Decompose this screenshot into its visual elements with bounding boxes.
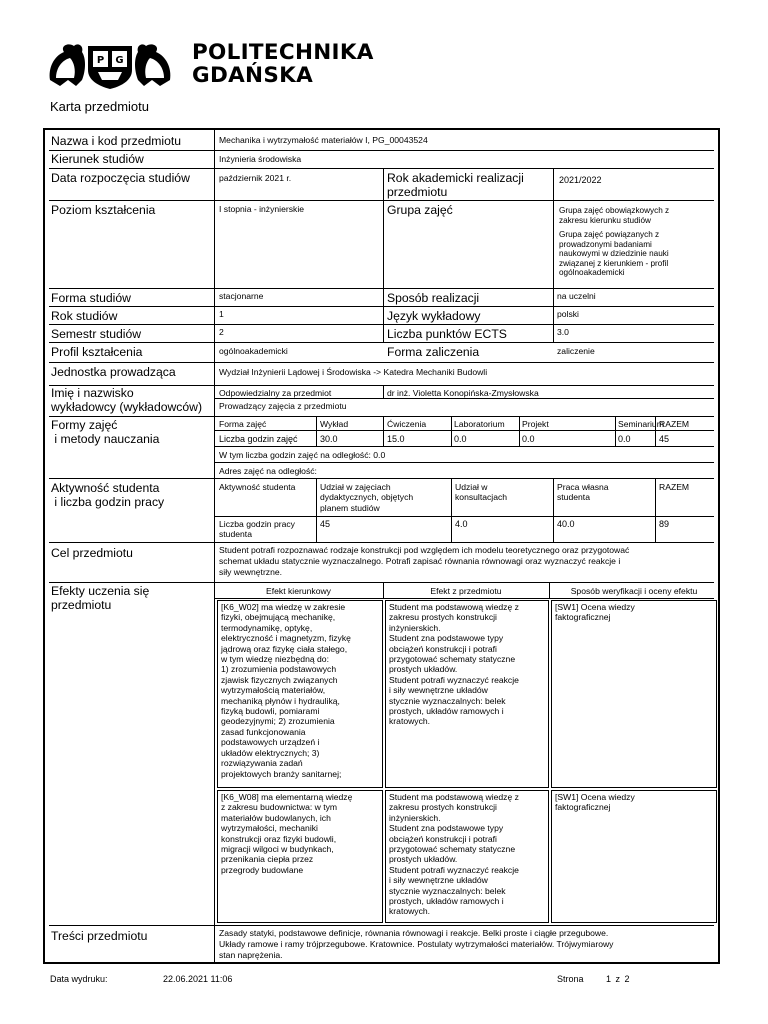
text-line: prostych, układów ramowych i (389, 896, 504, 907)
value-grupa-1 (559, 206, 669, 225)
text-line: Student ma podstawową wiedzę z (389, 792, 519, 802)
label-aktywnosc-line2: i liczba godzin pracy (51, 495, 165, 509)
label-wykladowca (51, 386, 202, 414)
label-formy-zajec-line1: Formy zajęć (51, 418, 118, 432)
label-prowadzacy: Prowadzący zajęcia z przedmiotu (219, 401, 347, 411)
label-rok-akademicki (387, 171, 524, 199)
text-line: geodezyjnymi; 2) zrozumienia (221, 716, 335, 727)
value-laboratorium: 0.0 (454, 434, 467, 444)
header-udzial-zajecia (320, 482, 413, 513)
cell-divider (214, 462, 714, 463)
label-ects: Liczba punktów ECTS (387, 327, 507, 341)
text-line: przenikania ciepła przez (221, 854, 314, 865)
text-line: planem studiów (320, 502, 380, 513)
text-line: ogólnoakademicki (559, 268, 625, 278)
effect-weryfikacja-1 (555, 602, 635, 623)
label-aktywnosc-line1: Aktywność studenta (51, 481, 160, 495)
logo-wordmark (192, 41, 374, 87)
text-line: 1) zrozumienia podstawowych (221, 664, 337, 675)
footer-print-label: Data wydruku: (50, 974, 108, 984)
text-line: Student ma podstawową wiedzę z (389, 602, 519, 612)
text-line: Grupa zajęć powiązanych z (559, 230, 660, 239)
text-line: i siły wewnętrzne układów (389, 685, 488, 696)
header-aktywnosc-razem: RAZEM (659, 482, 690, 492)
value-tresci (219, 928, 613, 960)
text-line: stycznie wyznaczalnych: belek (389, 695, 506, 706)
cell-divider (214, 516, 714, 517)
label-profil: Profil kształcenia (51, 345, 143, 359)
label-efekty-line2: przedmiotu (51, 598, 112, 612)
text-line: podstawowych urządzeń i (221, 737, 320, 748)
text-line: studenta (219, 529, 252, 540)
text-line: Student potrafi rozpoznawać rodzaje konstrukcji pod względem ich modelu teoretycznego oraz przygotować (219, 545, 630, 555)
footer-page-label: Strona (557, 974, 584, 984)
value-seminarium: 0.0 (618, 434, 631, 444)
row-divider (49, 582, 714, 583)
cell-divider (214, 430, 714, 431)
footer-print-date: 22.06.2021 11:06 (163, 974, 233, 984)
cell-divider (214, 446, 714, 447)
text-line: rozwiązywania zadań (221, 758, 303, 769)
label-data-rozpoczecia: Data rozpoczęcia studiów (51, 171, 190, 185)
value-zajecia: 45 (320, 519, 331, 529)
cell-divider (519, 416, 520, 446)
label-odpowiedzialny: Odpowiedzialny za przedmiot (219, 388, 332, 398)
svg-text:P: P (96, 55, 105, 66)
text-line: faktograficznej (555, 612, 611, 623)
text-line: obciążeń konstrukcji i potrafi (389, 643, 497, 654)
column-divider (553, 168, 554, 342)
header-forma-zajec: Forma zajęć (219, 419, 267, 429)
text-line: zjawisk fizycznych związanych (221, 674, 338, 685)
text-line: Udział w zajęciach (320, 482, 391, 492)
text-line: fizyką budowli, pomiarami (221, 706, 320, 717)
label-wykladowca-line1: Imię i nazwisko (51, 386, 134, 400)
effect-box (551, 600, 717, 788)
label-efekty-line1: Efekty uczenia się (51, 584, 150, 598)
text-line: prowadzonymi badaniami (559, 239, 652, 249)
value-ects: 3.0 (557, 327, 569, 337)
label-forma-studiow: Forma studiów (51, 291, 131, 305)
value-odleglosc: W tym liczba godzin zajęć na odległość: 0.0 (219, 450, 386, 460)
value-nazwa: Mechanika i wytrzymałość materiałów I, PG_00043524 (219, 135, 428, 145)
cell-divider (316, 478, 317, 542)
text-line: przygotować schematy statyczne (389, 654, 516, 665)
text-line: elektryczność i magnetyzm, fizykę (221, 633, 351, 644)
value-aktywnosc-razem: 89 (659, 519, 670, 529)
text-line: schemat układu statycznie wyznaczalnego. Potrafi zapisać równania równowagi oraz wyznaczyć reakcje i (219, 555, 621, 566)
text-line: Student zna podstawowe typy (389, 633, 504, 644)
effect-weryfikacja-2 (555, 792, 635, 813)
label-formy-zajec (51, 418, 159, 446)
text-line: mechaniką płynów i hydrauliką, (221, 695, 340, 706)
column-divider (214, 130, 215, 962)
label-sposob-realizacji: Sposób realizacji (387, 291, 480, 305)
text-line: Grupa zajęć obowiązkowych z (559, 206, 670, 215)
value-adres-odleglosc: Adres zajęć na odległość: (219, 466, 317, 476)
label-jednostka: Jednostka prowadząca (51, 365, 176, 379)
label-tresci: Treści przedmiotu (51, 929, 148, 943)
text-line: Student potrafi wyznaczyć reakcje (389, 674, 519, 685)
text-line: wytrzymałością materiałów, (221, 685, 326, 696)
text-line: fizyki, obejmującą mechanikę, (221, 612, 336, 623)
value-grupa-2 (559, 230, 669, 278)
text-line: naukowymi w dziedzinie nauki (559, 249, 669, 259)
header-efekt-kierunkowy: Efekt kierunkowy (266, 586, 331, 596)
text-line: obciążeń konstrukcji i potrafi (389, 833, 497, 844)
row-divider (49, 925, 714, 926)
svg-text:G: G (115, 55, 124, 66)
cell-divider (383, 385, 384, 398)
label-rok-studiow: Rok studiów (51, 309, 118, 323)
header-aktywnosc: Aktywność studenta (219, 482, 296, 492)
text-line: studenta (557, 492, 590, 503)
text-line: Układy ramowe i ramy trójprzegubowe. Kratownice. Postulaty wytrzymałości materiałów. Trójwymiarowy (219, 938, 614, 949)
cell-divider (451, 478, 452, 542)
text-line: zakresu prostych konstrukcji (389, 612, 497, 623)
text-line: siły wewnętrzne. (219, 566, 283, 577)
value-kierunek: Inżynieria środowiska (219, 154, 302, 164)
text-line: z zakresu budownictwa: w tym (221, 802, 338, 813)
text-line: Zasady statyki, podstawowe definicje, równania równowagi i reakcje. Belki proste i ciągłe przegubowe. (219, 928, 609, 938)
label-rok-akademicki-line1: Rok akademicki realizacji (387, 171, 524, 185)
value-konsultacje: 4.0 (455, 519, 468, 529)
text-line: stan naprężenia. (219, 949, 283, 960)
header-laboratorium: Laboratorium (454, 419, 505, 429)
cell-divider (553, 478, 554, 542)
effect-kierunkowy-1 (221, 602, 351, 779)
header-efekt-przedmiotu: Efekt z przedmiotu (430, 586, 502, 596)
text-line: prostych układów. (389, 854, 458, 865)
text-line: Udział w (455, 482, 488, 492)
row-divider (49, 342, 714, 343)
row-label-liczba-godzin: Liczba godzin zajęć (219, 434, 298, 444)
text-line: przygotować schematy statyczne (389, 844, 516, 855)
logo-line2: GDAŃSKA (192, 63, 314, 88)
value-wyklad: 30.0 (320, 434, 338, 444)
value-razem: 45 (659, 434, 670, 444)
effect-przedmiot-1 (389, 602, 519, 727)
document-title: Karta przedmiotu (50, 99, 149, 114)
header-konsultacje (455, 482, 507, 503)
text-line: Liczba godzin pracy (219, 519, 295, 529)
text-line: kratowych. (389, 716, 431, 727)
row-divider (49, 362, 714, 363)
text-line: konsultacjach (455, 492, 508, 503)
value-data-rozpoczecia: październik 2021 r. (219, 173, 292, 183)
text-line: Student potrafi wyznaczyć reakcje (389, 864, 519, 875)
label-semestr: Semestr studiów (51, 327, 142, 341)
value-jezyk: polski (557, 309, 579, 319)
text-line: dydaktycznych, objętych (320, 492, 414, 503)
row-divider (49, 288, 714, 289)
label-wykladowca-line2: wykładowcy (wykładowców) (51, 400, 203, 414)
value-profil: ogólnoakademicki (219, 346, 288, 356)
text-line: projektowych branży sanitarnej; (221, 768, 342, 779)
text-line: jądrową oraz fizykę ciała stałego, (221, 643, 348, 654)
logo-line1: POLITECHNIKA (192, 40, 374, 65)
value-forma-studiow: stacjonarne (219, 291, 264, 301)
value-jednostka: Wydział Inżynierii Lądowej i Środowiska -> Katedra Mechaniki Budowli (219, 367, 488, 377)
text-line: materiałów budowlanych, ich (221, 812, 331, 823)
text-line: stycznie wyznaczalnych: belek (389, 885, 506, 896)
value-praca-wlasna: 40.0 (557, 519, 575, 529)
cell-divider (615, 416, 616, 446)
row-divider (49, 306, 714, 307)
text-line: kratowych. (389, 906, 431, 917)
label-cel: Cel przedmiotu (51, 546, 133, 560)
value-forma-zaliczenia: zaliczenie (557, 346, 595, 356)
text-line: inżynierskich. (389, 622, 441, 633)
text-line: w tym wiedzę niezbędną do: (221, 654, 329, 665)
cell-divider (655, 478, 656, 542)
label-grupa: Grupa zajęć (387, 203, 453, 217)
text-line: prostych układów. (389, 664, 458, 675)
row-divider (49, 200, 714, 201)
label-forma-zaliczenia: Forma zaliczenia (387, 345, 480, 359)
text-line: zakresu prostych konstrukcji (389, 802, 497, 813)
text-line: [K6_W08] ma elementarną wiedzę (221, 792, 353, 802)
row-divider (49, 478, 714, 479)
header-razem: RAZEM (659, 419, 690, 429)
label-nazwa: Nazwa i kod przedmiotu (51, 134, 182, 148)
header-cwiczenia: Ćwiczenia (387, 419, 427, 429)
text-line: przegrody budowlane (221, 864, 304, 875)
label-rok-akademicki-line2: przedmiotu (387, 185, 448, 199)
header-projekt: Projekt (522, 419, 549, 429)
text-line: zasad funkcjonowania (221, 726, 306, 737)
value-sposob-realizacji: na uczelni (557, 291, 596, 301)
effect-przedmiot-2 (389, 792, 519, 917)
text-line: migracji wilgoci w budynkach, (221, 844, 334, 855)
header-seminarium: Seminarium (618, 419, 664, 429)
value-semestr: 2 (219, 327, 224, 337)
text-line: i siły wewnętrzne układów (389, 875, 488, 886)
value-cel (219, 545, 629, 577)
label-poziom: Poziom kształcenia (51, 203, 156, 217)
column-divider (383, 168, 384, 342)
label-formy-zajec-line2: i metody nauczania (51, 432, 160, 446)
griffin-crest-icon (46, 40, 174, 90)
text-line: termodynamikę, optykę, (221, 622, 313, 633)
text-line: faktograficznej (555, 802, 611, 813)
text-line: inżynierskich. (389, 812, 441, 823)
header-sposob-weryfikacji: Sposób weryfikacji i oceny efektu (570, 586, 698, 596)
text-line: układów elektrycznych; 3) (221, 747, 320, 758)
value-projekt: 0.0 (522, 434, 535, 444)
row-divider (49, 168, 714, 169)
cell-divider (316, 416, 317, 446)
label-efekty (51, 584, 149, 612)
course-card-table (43, 128, 720, 964)
text-line: konstrukcji oraz fizyki budowli, (221, 833, 337, 844)
text-line: prostych, układów ramowych i (389, 706, 504, 717)
cell-divider (451, 416, 452, 446)
label-aktywnosc (51, 481, 164, 509)
cell-divider (383, 416, 384, 446)
value-cwiczenia: 15.0 (387, 434, 405, 444)
text-line: [K6_W02] ma wiedzę w zakresie (221, 602, 346, 612)
label-jezyk: Język wykładowy (387, 309, 481, 323)
footer-page-number: 1 z 2 (606, 974, 630, 984)
value-poziom: I stopnia - inżynierskie (219, 204, 305, 214)
value-rok-akademicki: 2021/2022 (559, 175, 602, 185)
effect-kierunkowy-2 (221, 792, 352, 875)
header-wyklad: Wykład (320, 419, 349, 429)
text-line: związanej z kierunkiem - profil (559, 258, 669, 268)
text-line: wytrzymałości, mechaniki (221, 823, 318, 834)
header-praca-wlasna (557, 482, 609, 503)
university-logo (46, 40, 526, 95)
text-line: Praca własna (557, 482, 609, 492)
row-divider (49, 542, 714, 543)
row-divider (49, 324, 714, 325)
value-odpowiedzialny: dr inż. Violetta Konopińska-Zmysłowska (387, 388, 539, 398)
cell-divider (214, 598, 714, 599)
text-line: zakresu kierunku studiów (559, 215, 651, 225)
value-rok-studiow: 1 (219, 309, 224, 319)
label-kierunek: Kierunek studiów (51, 152, 144, 166)
text-line: [SW1] Ocena wiedzy (555, 792, 635, 802)
text-line: [SW1] Ocena wiedzy (555, 602, 635, 612)
row-divider (49, 150, 714, 151)
row-label-liczba-godzin-pracy (219, 519, 295, 540)
text-line: Student zna podstawowe typy (389, 823, 504, 834)
